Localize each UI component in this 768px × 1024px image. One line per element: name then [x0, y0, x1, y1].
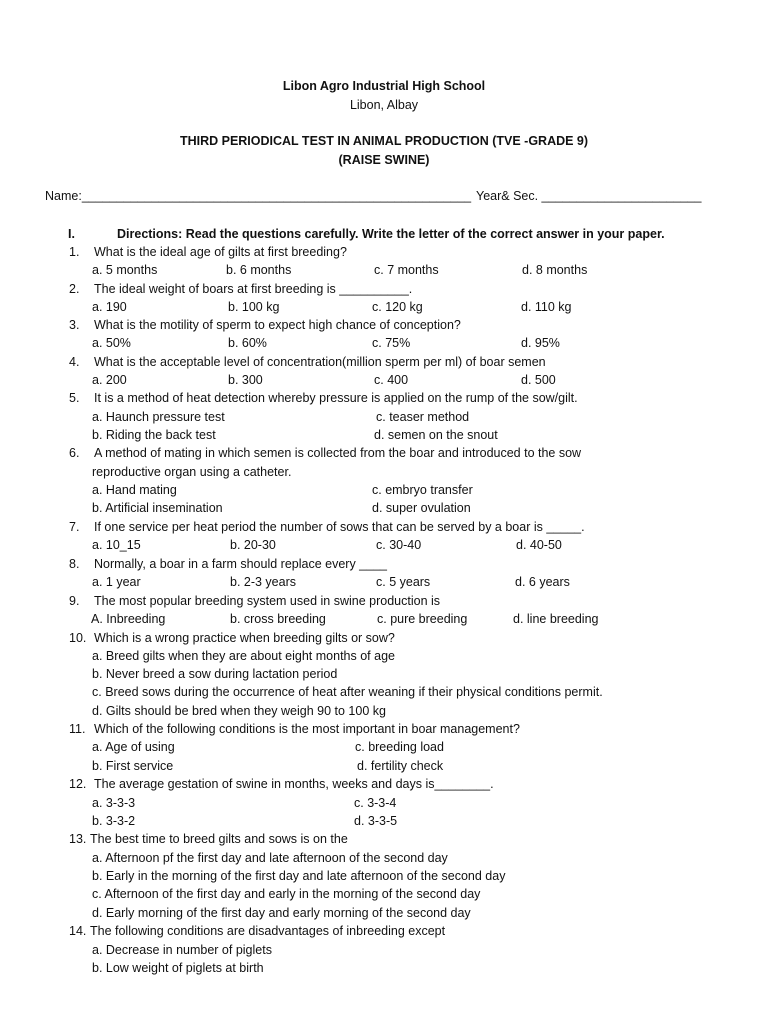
choice-a: a. 1 year — [92, 575, 141, 589]
name-field[interactable]: Name:________________________________________________________ — [45, 189, 472, 203]
choice-d: d. 40-50 — [516, 538, 562, 552]
choice-d: d. 3-3-5 — [354, 814, 398, 828]
question-text: What is the motility of sperm to expect high chance of conception? — [94, 318, 461, 332]
choice-d: d. 8 months — [522, 263, 588, 277]
choice-c: c. breeding load — [355, 740, 444, 754]
choice-d: d. 6 years — [515, 575, 570, 589]
choice-a: a. 10_15 — [92, 538, 141, 552]
choice-c: c. teaser method — [376, 410, 470, 424]
question-text: The best time to breed gilts and sows is on the — [90, 832, 348, 846]
choice-a: a. 190 — [92, 300, 127, 314]
choice-b: b. 2-3 years — [230, 575, 297, 589]
question-number: 7. — [69, 520, 80, 534]
choice-d: d. fertility check — [357, 759, 444, 773]
choice-b: b. 20-30 — [230, 538, 276, 552]
choice-a: a. 200 — [92, 373, 127, 387]
choice-c: c. 30-40 — [376, 538, 422, 552]
directions: Directions: Read the questions carefully. Write the letter of the correct answer in your paper. — [117, 227, 665, 241]
question-text: What is the ideal age of gilts at first breeding? — [94, 245, 347, 259]
choice-c: c. embryo transfer — [372, 483, 473, 497]
question-text: What is the acceptable level of concentration(million sperm per ml) of boar semen — [94, 355, 546, 369]
choice-d: d. 500 — [521, 373, 556, 387]
choice-c: c. Breed sows during the occurrence of heat after weaning if their physical conditions permit. — [92, 685, 603, 699]
choice-a: a. Haunch pressure test — [92, 410, 225, 424]
question-number: 6. — [69, 446, 80, 460]
choice-b: b. 60% — [228, 336, 267, 350]
choice-a: a. Breed gilts when they are about eight months of age — [92, 649, 395, 663]
choice-b: b. Artificial insemination — [92, 501, 223, 515]
school-location: Libon, Albay — [349, 98, 419, 112]
question-text: The most popular breeding system used in swine production is — [94, 594, 441, 608]
choice-b: b. 6 months — [226, 263, 292, 277]
choice-b: b. First service — [92, 759, 174, 773]
choice-a: A. Inbreeding — [91, 612, 166, 626]
question-number: 10. — [69, 631, 87, 645]
choice-d: d. semen on the snout — [374, 428, 498, 442]
question-number: 13. — [69, 832, 87, 846]
choice-a: a. 3-3-3 — [92, 796, 136, 810]
choice-c: c. 5 years — [376, 575, 431, 589]
question-number: 9. — [69, 594, 80, 608]
choice-d: d. Gilts should be bred when they weigh 90 to 100 kg — [92, 704, 386, 718]
choice-b: b. 300 — [228, 373, 263, 387]
question-number: 8. — [69, 557, 80, 571]
question-number: 3. — [69, 318, 80, 332]
choice-d: d. Early morning of the first day and early morning of the second day — [92, 906, 471, 920]
choice-b: b. Riding the back test — [92, 428, 216, 442]
choice-b: b. 3-3-2 — [92, 814, 136, 828]
question-number: 12. — [69, 777, 87, 791]
choice-a: a. Hand mating — [92, 483, 177, 497]
question-text: The ideal weight of boars at first breeding is __________. — [94, 282, 413, 296]
question-number: 11. — [69, 722, 86, 736]
choice-b: b. Early in the morning of the first day and late afternoon of the second day — [92, 869, 506, 883]
school-name: Libon Agro Industrial High School — [282, 79, 486, 93]
question-text-continued: reproductive organ using a catheter. — [92, 465, 292, 479]
question-text: The following conditions are disadvantages of inbreeding except — [90, 924, 446, 938]
choice-b: b. 100 kg — [228, 300, 280, 314]
question-text: Which of the following conditions is the most important in boar management? — [94, 722, 520, 736]
choice-d: d. 95% — [521, 336, 560, 350]
question-text: Which is a wrong practice when breeding gilts or sow? — [94, 631, 395, 645]
section-numeral: I. — [68, 227, 75, 241]
choice-c: c. 75% — [372, 336, 411, 350]
question-number: 4. — [69, 355, 80, 369]
question-text: If one service per heat period the number of sows that can be served by a boar is _____. — [94, 520, 585, 534]
choice-d: d. super ovulation — [372, 501, 471, 515]
test-title: THIRD PERIODICAL TEST IN ANIMAL PRODUCTION (TVE -GRADE 9) — [179, 134, 589, 148]
choice-b: b. Low weight of piglets at birth — [92, 961, 264, 975]
choice-c: c. pure breeding — [377, 612, 468, 626]
choice-c: c. 7 months — [374, 263, 439, 277]
choice-d: d. 110 kg — [521, 300, 572, 314]
test-subtitle: (RAISE SWINE) — [338, 153, 430, 167]
question-text: Normally, a boar in a farm should replace every ____ — [94, 557, 387, 571]
question-number: 2. — [69, 282, 80, 296]
question-number: 1. — [69, 245, 80, 259]
question-number: 14. — [69, 924, 87, 938]
choice-d: d. line breeding — [513, 612, 599, 626]
choice-a: a. Age of using — [92, 740, 175, 754]
question-text: The average gestation of swine in months, weeks and days is________. — [94, 777, 494, 791]
choice-c: c. Afternoon of the first day and early in the morning of the second day — [92, 887, 481, 901]
choice-c: c. 3-3-4 — [354, 796, 397, 810]
choice-c: c. 400 — [374, 373, 409, 387]
choice-b: b. cross breeding — [230, 612, 326, 626]
question-text: It is a method of heat detection whereby pressure is applied on the rump of the sow/gilt. — [94, 391, 578, 405]
year-section-field[interactable]: Year& Sec. _______________________ — [476, 189, 702, 203]
choice-c: c. 120 kg — [372, 300, 423, 314]
question-text: A method of mating in which semen is collected from the boar and introduced to the sow — [94, 446, 582, 460]
choice-b: b. Never breed a sow during lactation period — [92, 667, 338, 681]
choice-a: a. 5 months — [92, 263, 158, 277]
choice-a: a. Afternoon pf the first day and late afternoon of the second day — [92, 851, 448, 865]
question-number: 5. — [69, 391, 80, 405]
choice-a: a. 50% — [92, 336, 131, 350]
choice-a: a. Decrease in number of piglets — [92, 943, 272, 957]
